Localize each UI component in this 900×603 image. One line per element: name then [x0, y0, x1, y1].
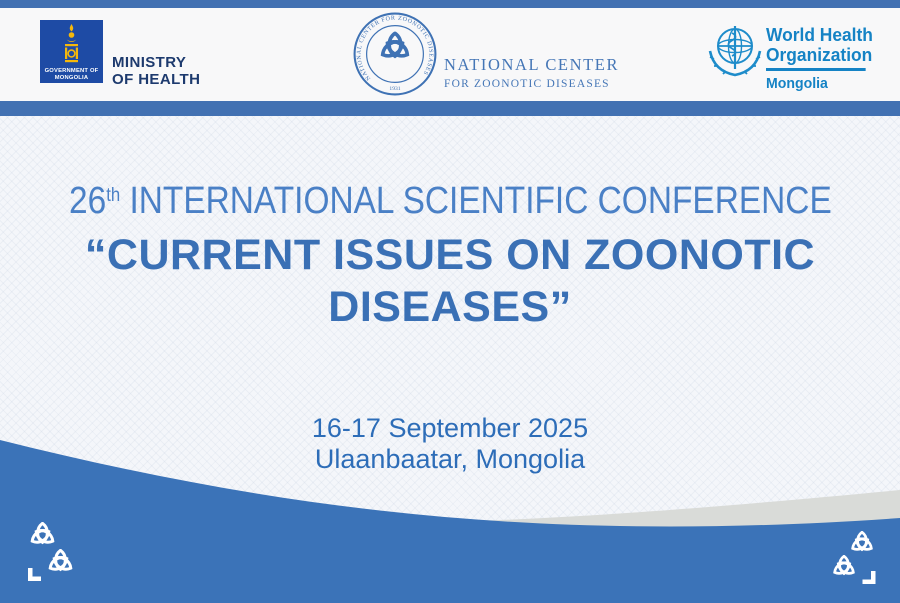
nczd-name — [444, 55, 619, 90]
heading-rest: INTERNATIONAL SCIENTIFIC CONFERENCE — [119, 180, 832, 222]
seal-caption-line1: GOVERNMENT OF — [44, 68, 99, 74]
edition-suffix: th — [105, 185, 120, 206]
nczd-ring-textpath: NATIONAL CENTER FOR ZOONOTIC DISEASES — [356, 15, 434, 82]
corner-bracket-icon — [863, 571, 876, 584]
triquetra-icon — [48, 550, 73, 572]
triquetra-ornament-right — [816, 518, 880, 588]
conference-heading-text — [69, 174, 832, 223]
conference-title-line1: “CURRENT ISSUES ON ZOONOTIC — [84, 231, 816, 279]
ministry-name-line1: MINISTRY — [112, 54, 187, 71]
nczd-seal-year: 1931 — [389, 86, 401, 93]
logo-header — [0, 8, 900, 101]
corner-bracket-icon — [28, 568, 41, 581]
trefoil-knot-icon — [380, 33, 410, 59]
who-emblem-icon — [706, 21, 764, 87]
ministry-name-line2: OF HEALTH — [112, 71, 201, 88]
top-accent-bar — [0, 0, 900, 8]
nczd-name-line1: NATIONAL CENTER — [444, 55, 620, 74]
seal-caption-line2: MONGOLIA — [54, 75, 89, 81]
conference-heading — [0, 174, 900, 223]
nczd-seal-icon — [352, 11, 438, 97]
header-divider-bar — [0, 101, 900, 116]
conference-title-line2: DISEASES” — [328, 283, 572, 331]
government-of-mongolia-seal — [40, 20, 103, 83]
ministry-name — [112, 54, 200, 88]
conference-location: Ulaanbaatar, Mongolia — [314, 444, 586, 474]
triquetra-icon — [832, 556, 855, 576]
who-name-line1: World Health — [766, 24, 873, 45]
who-name-line2: Organization — [766, 43, 873, 65]
who-country-label: Mongolia — [766, 75, 828, 92]
nczd-name-line2: FOR ZOONOTIC DISEASES — [444, 78, 610, 90]
conference-date: 16-17 September 2025 — [311, 413, 589, 443]
bottom-wave — [0, 430, 900, 603]
edition-number: 26 — [68, 180, 106, 222]
who-name-block — [766, 25, 873, 92]
triquetra-ornament-left — [22, 518, 84, 588]
who-divider-line — [766, 68, 866, 71]
conference-title — [0, 229, 900, 333]
triquetra-icon — [30, 523, 55, 545]
triquetra-icon — [850, 532, 873, 552]
